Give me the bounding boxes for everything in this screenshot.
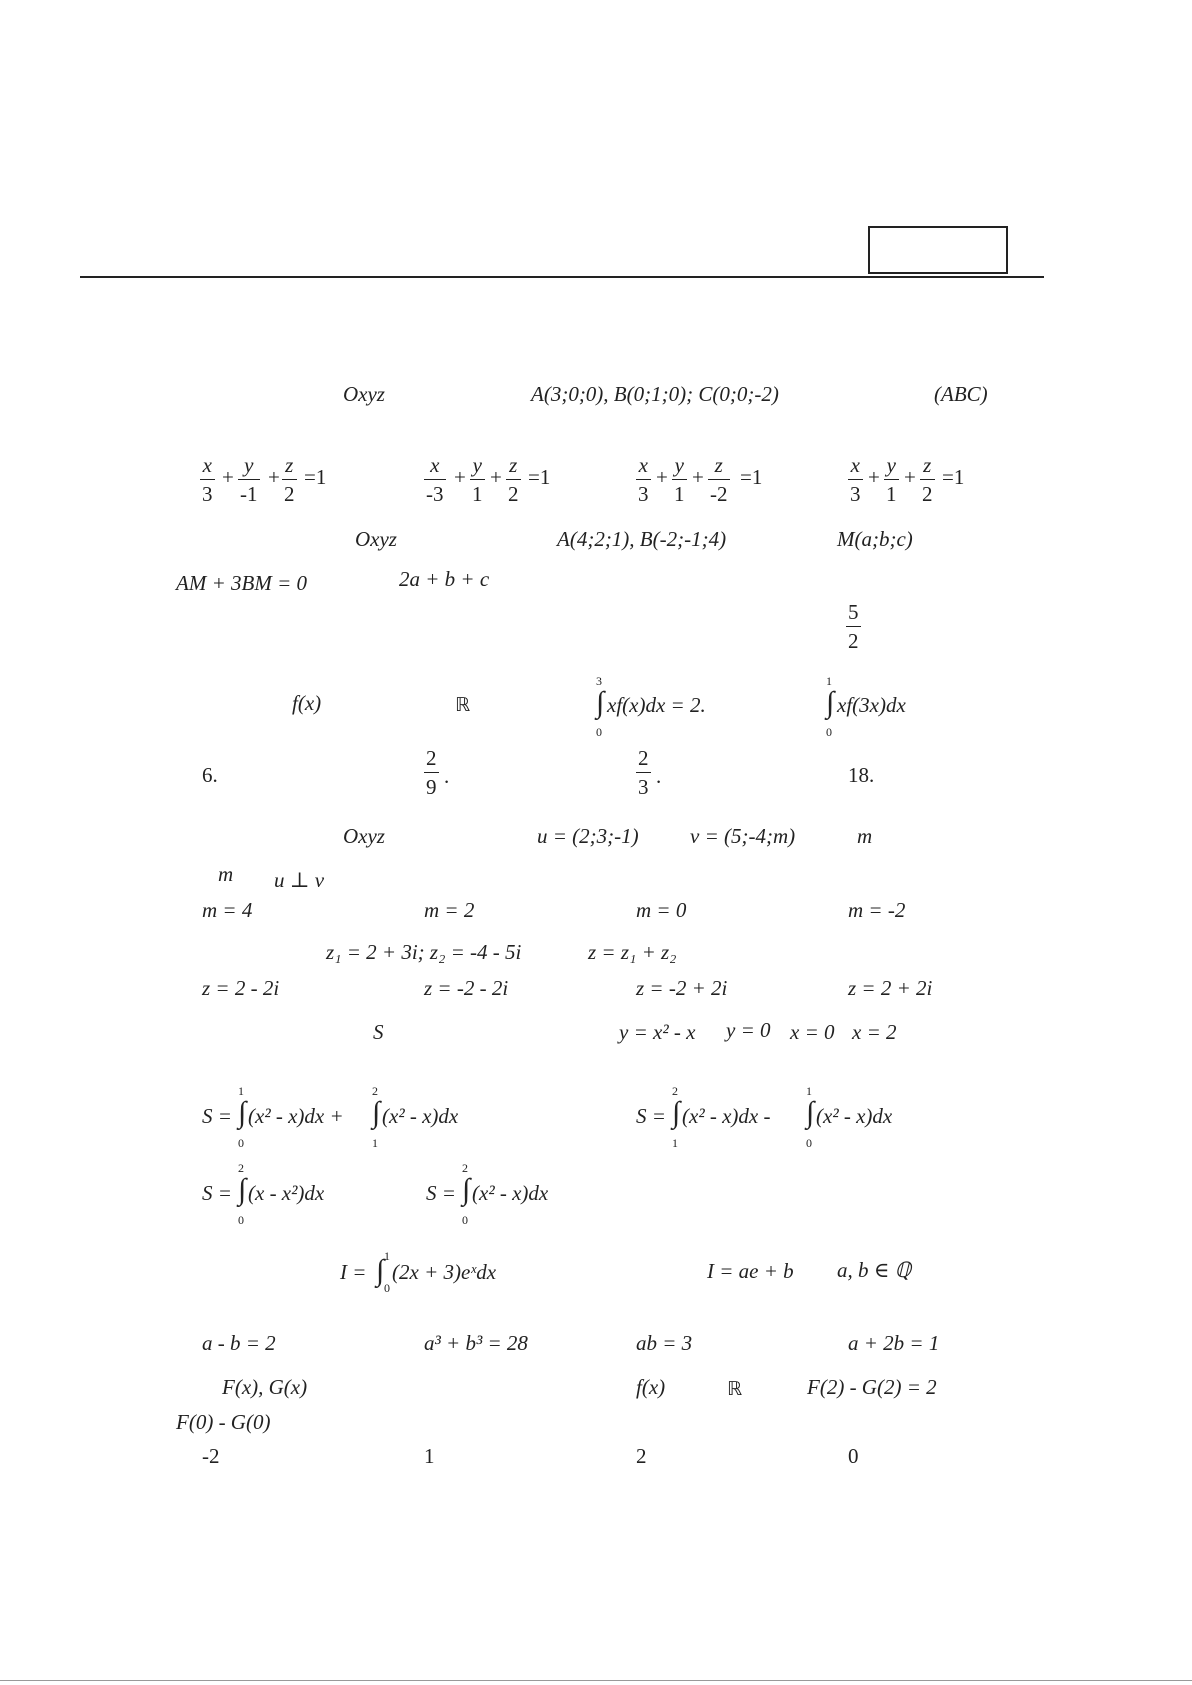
q2-expression: 2a + b + c	[399, 567, 490, 591]
q1-option-c[interactable]: $\frac{x}{3}$ + $\frac{y}{1}$ + $\frac{z}{-2}$ =1	[638, 453, 763, 506]
q3-lower-1: 0	[596, 725, 602, 739]
q6-option-d[interactable]: S = 2 ∫ 0 (x² - x)dx	[426, 1161, 549, 1227]
q6-option-c[interactable]: S = 2 ∫ 0 (x - x²)dx	[202, 1161, 325, 1227]
q1-option-d[interactable]: $\frac{x}{3}$ + $\frac{y}{1}$ + $\frac{z}{2}$ =1	[850, 453, 965, 506]
q7-option-c[interactable]: ab = 3	[636, 1331, 693, 1355]
q7-integral: I = 1 ∫ 0 (2x + 3)eˣdx	[340, 1249, 497, 1295]
q4-option-b[interactable]: m = 2	[424, 898, 475, 922]
q5-sum: z = z₁ + z₂	[588, 940, 677, 964]
q7-option-a[interactable]: a - b = 2	[202, 1331, 276, 1355]
q3-option-c[interactable]: $\frac{2}{3}$ .	[638, 746, 662, 799]
q7-option-d[interactable]: a + 2b = 1	[848, 1331, 940, 1355]
q5-option-b[interactable]: z = -2 - 2i	[424, 976, 509, 1000]
q6-option-a[interactable]: S = 1 ∫ 0 (x² - x)dx + 2 ∫ 1 (x² - x)dx	[202, 1084, 459, 1150]
q8-option-d[interactable]: 0	[848, 1444, 859, 1468]
q3-given: xf(x)dx = 2.	[607, 693, 706, 717]
q2-point-m: M(a;b;c)	[837, 527, 913, 551]
q5-option-d[interactable]: z = 2 + 2i	[848, 976, 933, 1000]
q4-option-a[interactable]: m = 4	[202, 898, 253, 922]
q4-vector-v: v = (5;-4;m)	[690, 824, 796, 848]
q3-ask: xf(3x)dx	[837, 693, 906, 717]
q7-option-b[interactable]: a³ + b³ = 28	[424, 1331, 528, 1355]
q8-option-c[interactable]: 2	[636, 1444, 647, 1468]
q2-points: A(4;2;1), B(-2;-1;4)	[557, 527, 727, 551]
header-divider	[80, 276, 1044, 278]
q6-line-x2: x = 2	[852, 1020, 897, 1044]
q8-antiderivatives: F(x), G(x)	[222, 1375, 308, 1399]
q6-curve: y = x² - x	[619, 1020, 696, 1044]
q7-rational: a, b ∈ ℚ	[837, 1258, 912, 1282]
q8-real-set: ℝ	[727, 1378, 743, 1400]
q4-option-c[interactable]: m = 0	[636, 898, 687, 922]
q3-real-set: ℝ	[455, 694, 471, 716]
score-box	[868, 226, 1008, 274]
q3-function: f(x)	[292, 691, 322, 715]
q1-option-a[interactable]: $\frac{x}{3}$ + $\frac{y}{-1}$ + $\frac{z}{2}$ =1	[202, 453, 327, 506]
q2-condition: AM + 3BM = 0	[176, 571, 307, 595]
q4-param: m	[857, 824, 873, 848]
q5-given: z₁ = 2 + 3i; z₂ = -4 - 5i	[326, 940, 522, 964]
q6-line-y0: y = 0	[726, 1018, 771, 1042]
q8-ask: F(0) - G(0)	[176, 1410, 271, 1434]
q1-option-b[interactable]: $\frac{x}{-3}$ + $\frac{y}{1}$ + $\frac{z}{2}$ =1	[426, 453, 551, 506]
q7-form: I = ae + b	[707, 1259, 794, 1283]
q6-line-x0: x = 0	[790, 1020, 835, 1044]
q3-upper-2: 1	[826, 674, 832, 688]
q4-perp: u ⊥ v	[274, 868, 325, 892]
q2-fraction: $\frac{5}{2}$	[848, 600, 859, 653]
q2-space: Oxyz	[355, 527, 397, 551]
q4-vector-u: u = (2;3;-1)	[537, 824, 639, 848]
q3-option-b[interactable]: $\frac{2}{9}$ .	[426, 746, 450, 799]
q5-option-a[interactable]: z = 2 - 2i	[202, 976, 280, 1000]
integral-icon: ∫	[596, 686, 605, 719]
q6-option-b[interactable]: S = 2 ∫ 1 (x² - x)dx - 1 ∫ 0 (x² - x)dx	[636, 1084, 893, 1150]
q3-option-a[interactable]: 6.	[202, 763, 218, 787]
q4-option-d[interactable]: m = -2	[848, 898, 906, 922]
q4-space: Oxyz	[343, 824, 385, 848]
q8-option-a[interactable]: -2	[202, 1444, 220, 1468]
footer-divider	[0, 1680, 1192, 1681]
q1-plane: (ABC)	[934, 382, 988, 406]
q8-condition: F(2) - G(2) = 2	[807, 1375, 937, 1399]
q5-option-c[interactable]: z = -2 + 2i	[636, 976, 728, 1000]
q1-space: Oxyz	[343, 382, 385, 406]
integral-icon: ∫	[376, 1254, 385, 1287]
q8-function: f(x)	[636, 1375, 666, 1399]
q4-param-2: m	[218, 862, 234, 886]
q6-area: S	[373, 1020, 384, 1044]
q1-points: A(3;0;0), B(0;1;0); C(0;0;-2)	[531, 382, 779, 406]
q3-lower-2: 0	[826, 725, 832, 739]
q8-option-b[interactable]: 1	[424, 1444, 435, 1468]
q3-upper-1: 3	[596, 674, 602, 688]
q3-option-d[interactable]: 18.	[848, 763, 875, 787]
integral-icon: ∫	[826, 686, 835, 719]
